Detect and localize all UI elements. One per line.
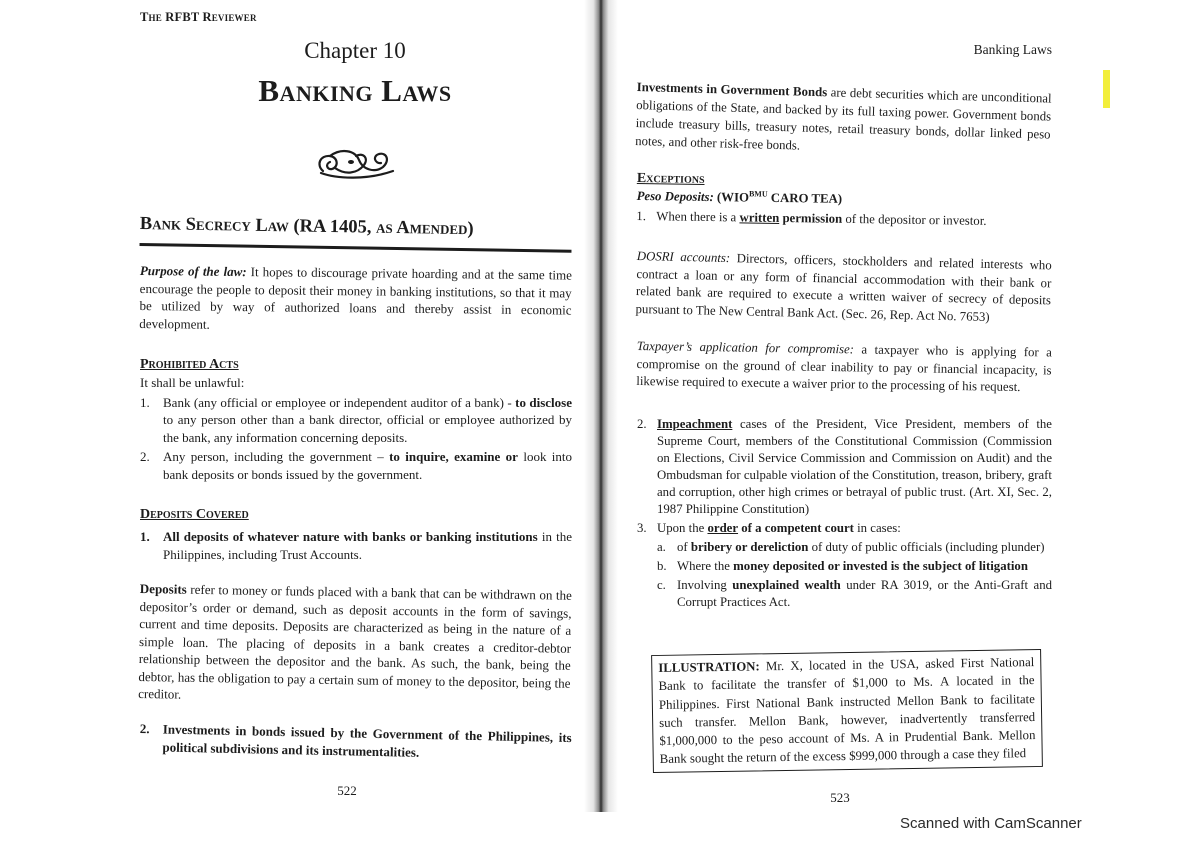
list-number: 1. [636, 208, 647, 223]
prohibited-acts-intro: It shall be unlawful: [140, 375, 245, 390]
investments-text: are debt securities which are unconditional obligations of the State, and backed by its full taxing power. Government bonds include treasury bills, treasury notes, retail treasury bonds, dollar linked peso notes, and other risk-free bonds. [635, 85, 1052, 153]
list-number: 2. [139, 720, 150, 737]
list-item [140, 448, 572, 483]
mnemonic-superscript: BMU [748, 189, 768, 199]
running-head: Banking Laws [973, 42, 1052, 57]
ornament-stroke [319, 156, 336, 171]
illustration-text: Mr. X, located in the USA, asked First National Bank to facilitate the transfer of $1,000 to Ms. A located in the Philippines. First National Bank instructed Mellon Bank to facilitate such transfer. Mellon Bank, however, inadvertently transferred $1,000,000 to the peso account of Ms. A in Prudential Bank. Mellon Bank sought the return of the excess $999,000 through a case they filed [658, 655, 1036, 767]
section-header [140, 214, 572, 252]
list-item [637, 416, 1052, 518]
section-heading: Bank Secrecy Law (RA 1405, as Amended) [139, 214, 474, 240]
item-text: Involving [677, 578, 727, 592]
list-item [637, 520, 1052, 537]
taxpayer-text: a taxpayer who is applying for a compromise on the ground of clear inability to pay or financial incapacity, is likewise required to execute a waiver prior to the processing of his request. [636, 342, 1052, 395]
purpose-text: It hopes to discourage private hoarding and at the same time encourage the people to deposit their money in banking institutions, so that it may be utilized by way of authorized loans and thereby assist in economic development. [139, 264, 572, 332]
item-underlined-text: order [707, 521, 739, 535]
sub-list-letter: b. [657, 559, 667, 573]
prohibited-acts-heading: Prohibited Acts [140, 357, 239, 372]
chapter-title: Banking Laws [258, 73, 452, 108]
exceptions-list [637, 416, 1052, 613]
dosri-paragraph [635, 248, 1051, 327]
taxpayer-paragraph [636, 338, 1052, 397]
sub-list-item [637, 558, 1052, 575]
list-item [140, 528, 572, 563]
item-underlined-text: written [739, 209, 780, 225]
item-bold-text: unexplained wealth [732, 578, 841, 592]
sub-list-item [637, 577, 1052, 611]
dosri-text: Directors, officers, stockholders and related interests who contract a loan or any form of financial accommodation with their bank or related bank are required to execute a written waiver of secrecy of deposits pursuant to The New Central Bank Act. (Sec. 26, Rep. Act No. 7653) [635, 251, 1052, 324]
item-text: look into bank deposits or bonds issued by the government. [163, 449, 573, 482]
ornament-dot [348, 160, 354, 164]
item-bold-text: permission [782, 210, 843, 226]
taxpayer-lead: Taxpayer’s application for compromise: [636, 338, 855, 357]
list-item [140, 394, 572, 447]
item-text: When there is a [656, 208, 737, 224]
item-text: to any person other than a bank director, official or employee authorized by the bank, any information concerning deposits. [163, 412, 572, 445]
scanner-watermark: Scanned with CamScanner [900, 815, 1082, 832]
deposits-definition [138, 580, 572, 709]
illustration-label: ILLUSTRATION: [658, 659, 760, 675]
prohibited-acts-section [140, 356, 572, 483]
deposits-covered-section [140, 506, 572, 563]
running-head: The RFBT Reviewer [140, 10, 257, 24]
list-number: 1. [140, 394, 150, 410]
item-text: under RA 3019, or the Anti-Graft and Corrupt Practices Act. [677, 578, 1052, 609]
sub-list-letter: c. [657, 578, 666, 592]
investments-paragraph [635, 78, 1052, 162]
list-item [636, 207, 1051, 230]
item-text: Bank (any official or employee or independent auditor of a bank) - [163, 394, 512, 410]
item-text: of [677, 540, 688, 554]
item-text: in cases: [857, 521, 901, 535]
chapter-label: Chapter 10 [304, 38, 406, 63]
right-page [600, 0, 1200, 848]
investments-term: Investments in Government Bonds [636, 79, 828, 100]
mnemonic-prefix: (WIO [716, 190, 750, 205]
page-number: 523 [830, 790, 850, 805]
exceptions-heading: Exceptions [636, 170, 705, 187]
highlight-mark [1103, 70, 1110, 108]
item-bold-text: of a competent court [741, 521, 854, 535]
sub-list-letter: a. [657, 540, 666, 554]
item-bold-text: All deposits of whatever nature with banks or banking institutions [163, 529, 538, 544]
mnemonic-suffix: CARO TEA) [770, 190, 843, 206]
item-bold-text: to disclose [515, 394, 572, 410]
dosri-lead: DOSRI accounts: [636, 248, 731, 266]
item-bold-text: bribery or dereliction [690, 540, 809, 554]
item-text: Any person, including the government – [163, 449, 384, 464]
item-text: of the depositor or investor. [845, 211, 987, 228]
definition-text: refer to money or funds placed with a bank that can be withdrawn on the depositor’s order or demand, such as deposit accounts in the form of savings, current and time deposits. Deposits are characterized as being in the nature of a simple loan. The placing of deposits in a bank creates a creditor-debtor relationship between the depositor and the bank. As such, the bank, being the debtor, has the obligation to pay a certain sum of money to the depositor, being the creditor. [138, 581, 572, 702]
purpose-paragraph [139, 262, 572, 337]
item-text: in the Philippines, including Trust Accounts. [163, 529, 573, 562]
definition-term: Deposits [139, 580, 187, 597]
list-number: 1. [140, 529, 150, 544]
item-text: of duty of public officials (including plunder) [811, 540, 1045, 554]
item-bold-text: to inquire, examine or [389, 449, 518, 464]
list-number: 3. [637, 521, 647, 535]
list-number: 2. [140, 449, 150, 464]
item-text: Upon the [657, 521, 705, 535]
item-text: cases of the President, Vice President, members of the Supreme Court, members of the Constitutional Commission (Commission on Elections, Civil Service Commission and Commission on Audit) and the Ombudsman for culpable violation of the Constitution, treason, bribery, graft and corruption, other high crimes or betrayal of public trust. (Art. XI, Sec. 2, 1987 Philippine Constitution) [657, 417, 1052, 516]
flourish-ornament-icon [313, 144, 399, 182]
page-number: 522 [337, 783, 357, 798]
list-item [139, 720, 572, 764]
deposits-covered-heading: Deposits Covered [140, 507, 249, 522]
item-underlined-text: Impeachment [657, 417, 733, 431]
heading-rule [140, 243, 572, 252]
exceptions-section [636, 170, 1052, 232]
purpose-lead: Purpose of the law: [139, 262, 247, 280]
item-bold-text: money deposited or invested is the subject of litigation [733, 559, 1028, 573]
ornament-stroke [321, 171, 393, 178]
item-text: Where the [677, 559, 730, 573]
illustration-box [651, 649, 1043, 773]
sub-list-item [637, 539, 1052, 556]
list-number: 2. [637, 417, 647, 431]
peso-deposits-label: Peso Deposits: [636, 188, 714, 205]
item-bold-text: Investments in bonds issued by the Government of the Philippines, its political subdivisions and its instrumentalities. [162, 721, 572, 760]
